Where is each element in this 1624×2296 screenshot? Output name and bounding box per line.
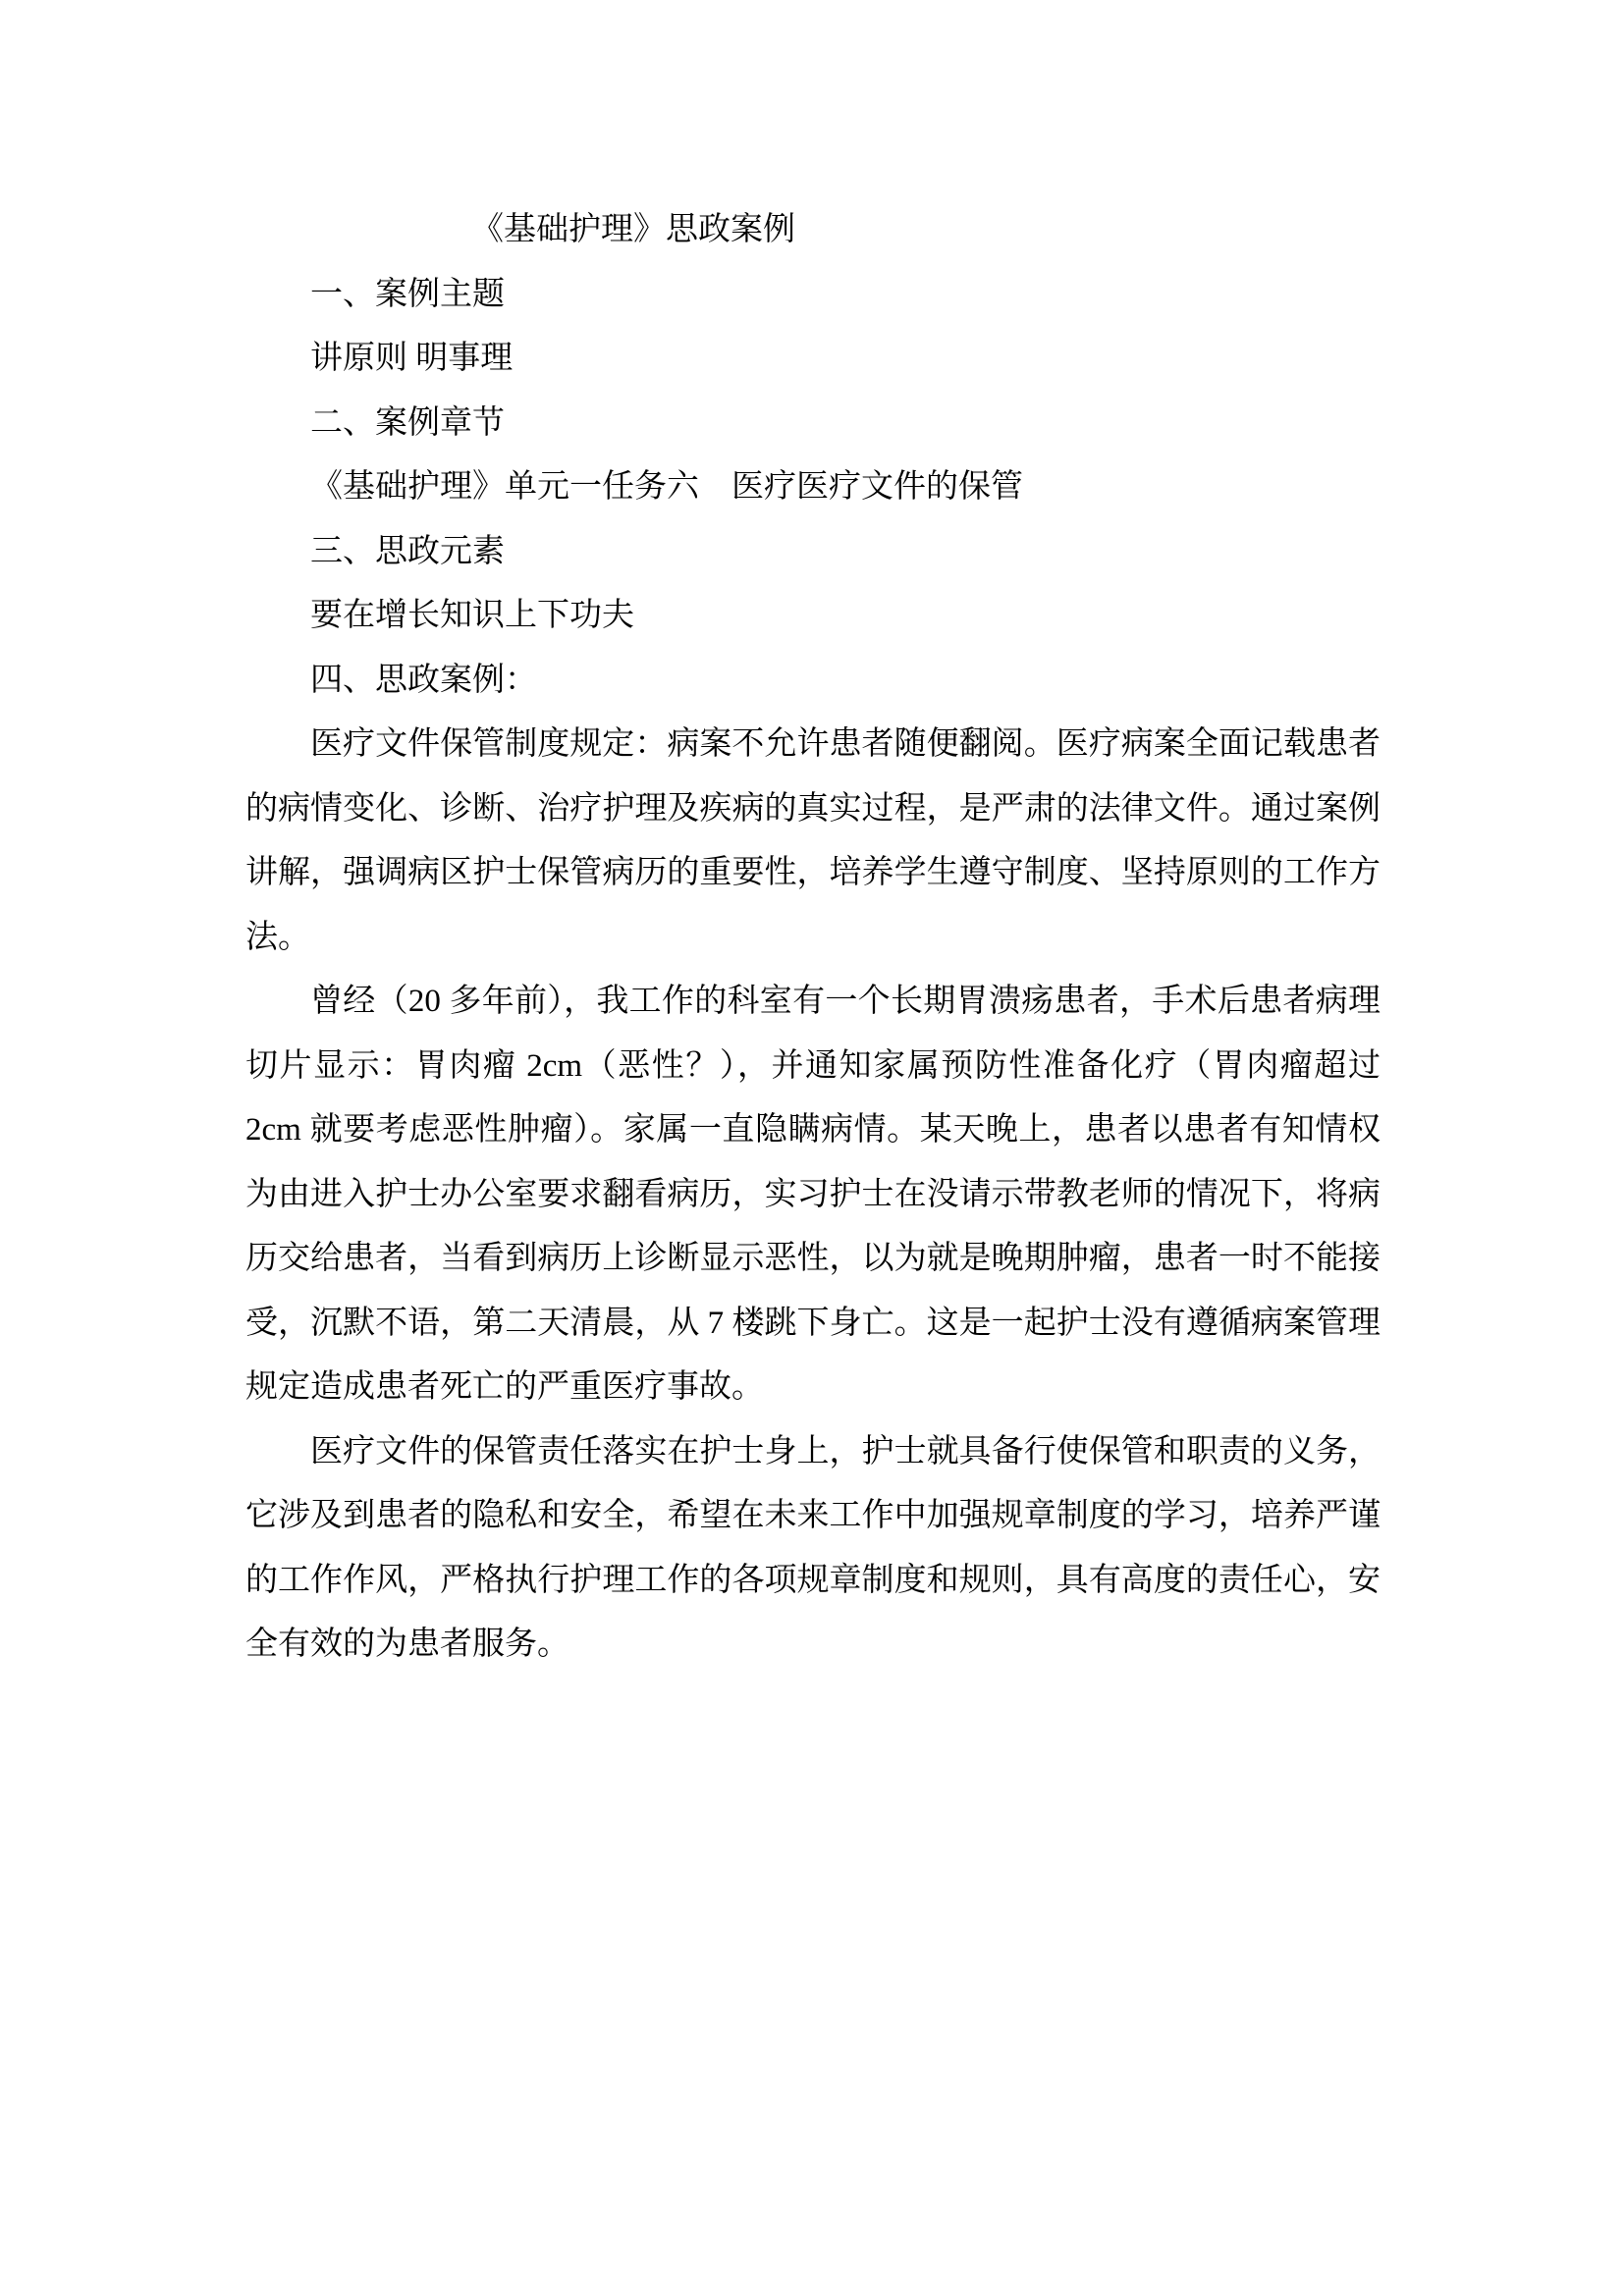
heading-ideology-elements: 三、思政元素 [310, 533, 505, 569]
document-content [245, 198, 1380, 1678]
case-paragraph-2: 曾经（20 多年前），我工作的科室有一个长期胃溃疡患者，手术后患者病理切片显示：胃肉瘤 2cm（恶性？），并通知家属预防性准备化疗（胃肉瘤超过 2cm 就要考虑恶性肿瘤）。家属一直隐瞒病情。某天晚上，患者以患者有知情权为由进入护士办公室要求翻看病历，实习护士在没请示带教老师的情况下，将病历交给患者，当看到病历上诊断显示恶性，以为就是晚期肿瘤，患者一时不能接受，沉默不语，第二天清晨，从 7 楼跳下身亡。这是一起护士没有遵循病案管理规定造成患者死亡的严重医疗事故。 [245, 984, 1380, 1405]
text-ideology-elements: 要在增长知识上下功夫 [310, 598, 634, 633]
text-case-chapter: 《基础护理》单元一任务六 医疗医疗文件的保管 [310, 469, 1023, 505]
case-paragraph-1: 医疗文件保管制度规定：病案不允许患者随便翻阅。医疗病案全面记载患者的病情变化、诊断、治疗护理及疾病的真实过程，是严肃的法律文件。通过案例讲解，强调病区护士保管病历的重要性，培养学生遵守制度、坚持原则的工作方法。 [245, 726, 1380, 955]
heading-case-theme: 一、案例主题 [310, 276, 505, 312]
heading-ideology-case: 四、思政案例： [310, 662, 537, 698]
text-case-theme: 讲原则 明事理 [310, 341, 514, 376]
case-paragraph-3: 医疗文件的保管责任落实在护士身上，护士就具备行使保管和职责的义务，它涉及到患者的隐私和安全，希望在未来工作中加强规章制度的学习，培养严谨的工作作风，严格执行护理工作的各项规章制度和规则，具有高度的责任心，安全有效的为患者服务。 [245, 1433, 1380, 1662]
document-title: 《基础护理》思政案例 [471, 212, 795, 247]
heading-case-chapter: 二、案例章节 [310, 404, 505, 441]
